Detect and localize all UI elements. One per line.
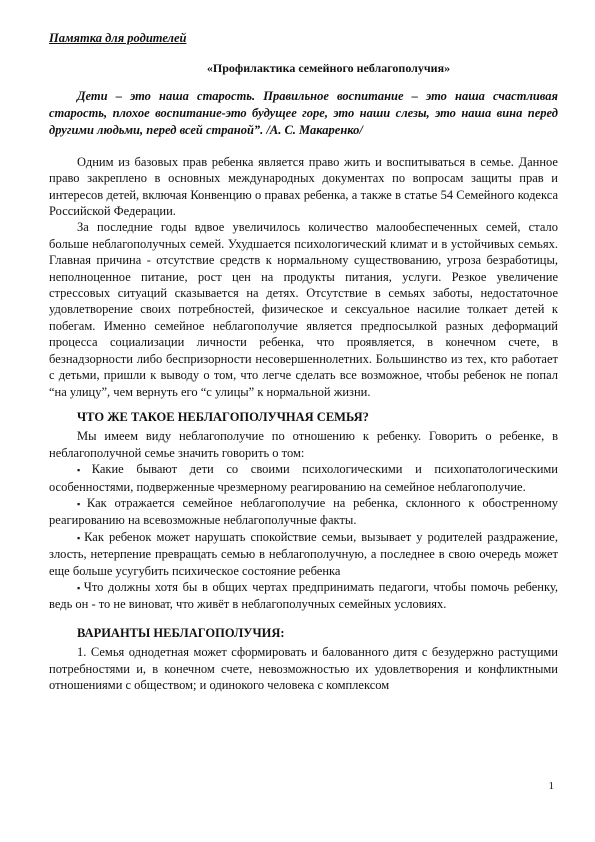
page-content xyxy=(49,30,558,693)
paragraph-rights: Одним из базовых прав ребенка является право жить и воспитываться в семье. Данное право закреплено в основных международных документах по вопросам защиты прав и интересов детей, включая Конвенцию о правах ребенка, а также в статье 54 Семейного кодекса Российской Федерации. xyxy=(49,154,558,219)
bullet-marker-icon: ▪ xyxy=(77,498,85,509)
section-intro: Мы имеем виду неблагополучие по отношению к ребенку. Говорить о ребенке, в неблагополучной семье значить говорить о том: xyxy=(49,429,558,460)
bullet-item xyxy=(49,579,558,613)
section-heading-variants: ВАРИАНТЫ НЕБЛАГОПОЛУЧИЯ: xyxy=(77,625,285,640)
bullet-text: Как ребенок может нарушать спокойствие семьи, вызывает у родителей раздражение, злость, нетерпение превращать семью в неблагополучную, а последнее в свою очередь может еще больше усугубить психическое состояние ребенка xyxy=(49,529,558,578)
document-title: «Профилактика семейного неблагополучия» xyxy=(206,61,451,76)
bullet-text: Как отражается семейное неблагополучие на ребенка, склонного к обостренному реагированию на всевозможные неблагополучные факты. xyxy=(49,495,559,528)
bullet-text: Какие бывают дети со своими психологическими и психопатологическими особенностями, подверженные чрезмерному реагированию на семейное неблагополучие. xyxy=(49,462,558,494)
page-number: 1 xyxy=(548,780,554,792)
bullet-item xyxy=(49,529,558,579)
bullet-marker-icon: ▪ xyxy=(77,582,82,593)
bullet-item xyxy=(49,461,558,495)
section-heading-what-is: ЧТО ЖЕ ТАКОЕ НЕБЛАГОПОЛУЧНАЯ СЕМЬЯ? xyxy=(77,409,369,424)
epigraph-quote: Дети – это наша старость. Правильное воспитание – это наша счастливая старость, плохое воспитание-это будущее горе, это наши слезы, это наша вина перед другими людьми, перед всей страной”. /А. С. Макаренко/ xyxy=(49,88,558,137)
memo-title: Памятка для родителей xyxy=(49,31,187,45)
bullet-text: Что должны хотя бы в общих чертах предпринимать педагоги, чтобы помочь ребенку, ведь он - то не виноват, что живёт в неблагополучных семейных условиях. xyxy=(49,579,558,612)
paragraph-variants: 1. Семья однодетная может сформировать и балованного дитя с безудержно растущими потребностями и, в конечном счете, невозможностью их удовлетворения и конфликтными отношениями с обществом; и одинокого человека с комплексом xyxy=(49,645,558,692)
bullet-item xyxy=(49,495,558,529)
bullet-marker-icon: ▪ xyxy=(77,532,83,543)
bullet-marker-icon: ▪ xyxy=(77,465,90,476)
paragraph-causes: За последние годы вдвое увеличилось количество малообеспеченных семей, стало больше неблагополучных семей. Ухудшается психологический климат и в устойчивых семьях. Главная причина - отсутствие средств к нормальному существованию, угроза безработицы, неполноценное питание, рост цен на продукты питания, услуги. Резкое увеличение стрессовых ситуаций сказывается на детях. Отсутствие в семьях заботы, недостаточное удовлетворение своих потребностей, физическое и сексуальное насилие толкает детей к побегам. Именно семейное неблагополучие является предпосылкой разных деформаций процесса социализации личности ребенка, что проявляется, в конечном счете, в безнадзорности либо беспризорности несовершеннолетних. Большинство из тех, кто работает с детьми, пришли к выводу о том, что легче сделать все возможное, чтобы ребенок не попал “на улицу”, чем вернуть его “с улицы” к нормальной жизни. xyxy=(49,220,558,399)
